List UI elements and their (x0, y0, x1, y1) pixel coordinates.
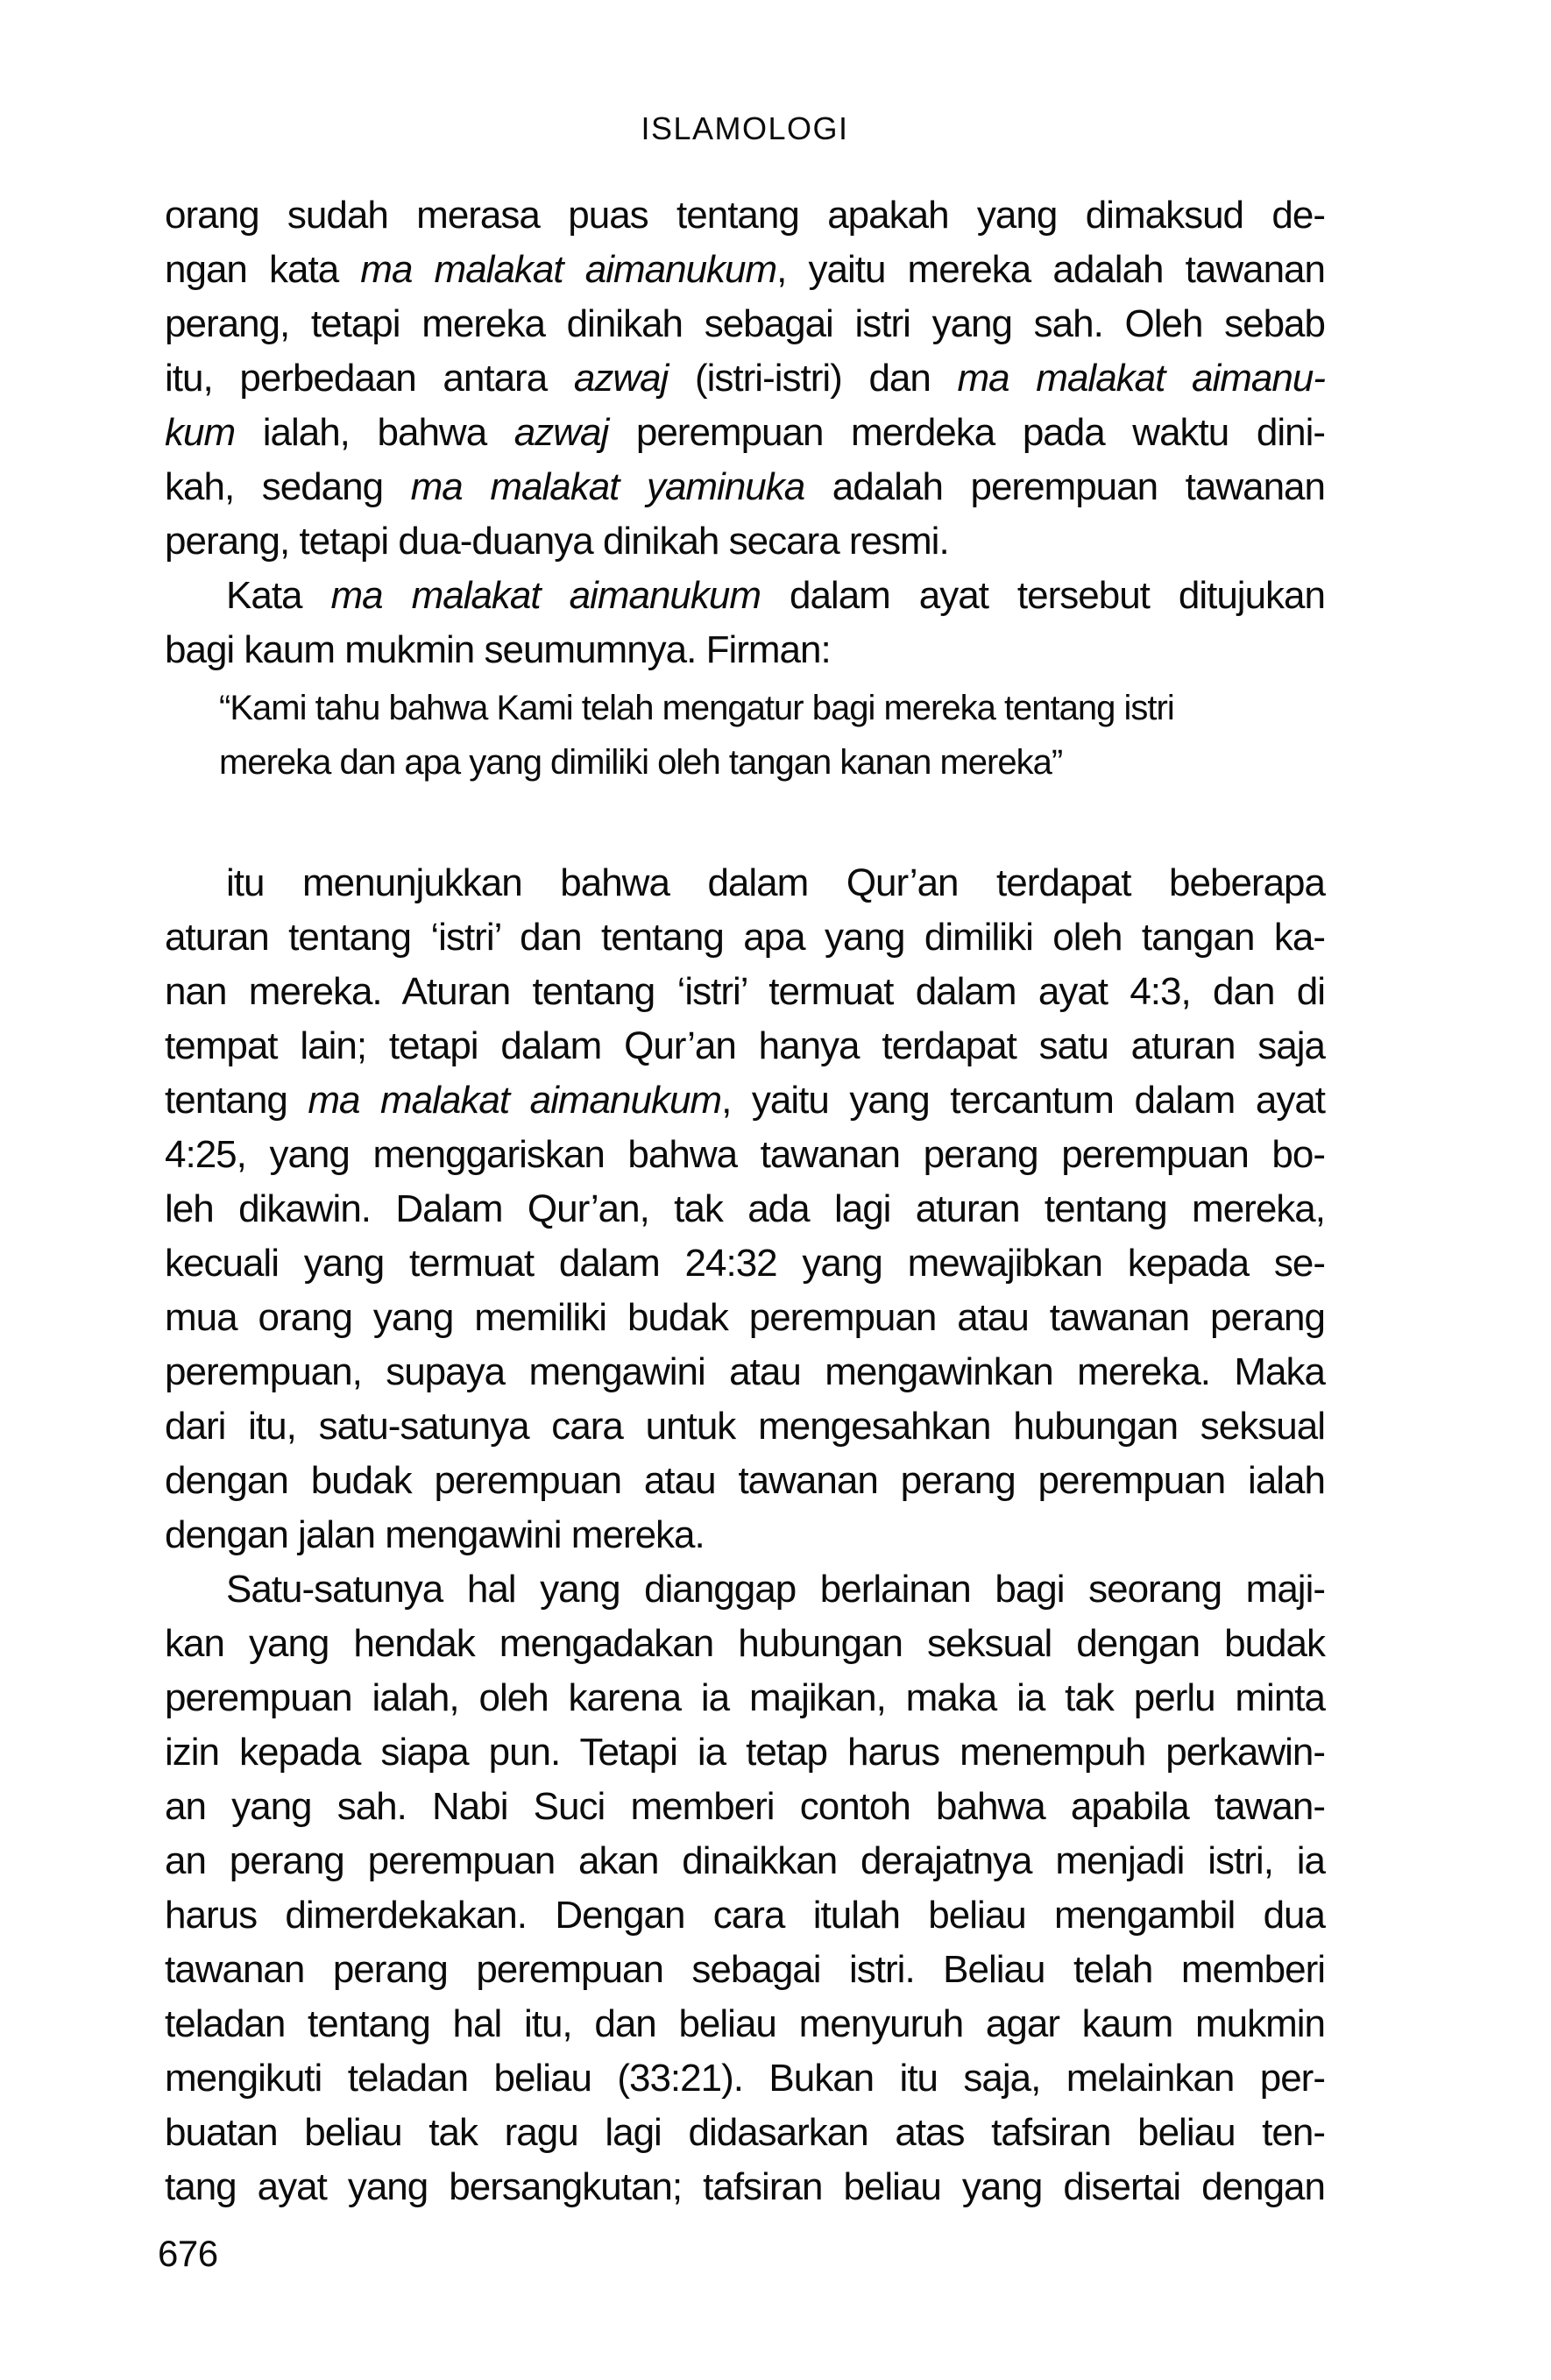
text-line: dengan budak perempuan atau tawanan perang perempuan ialah (165, 1459, 1325, 1502)
paragraph (165, 569, 1325, 677)
text-line: itu, perbedaan antara azwaj (istri-istri) dan ma malakat aimanu- (165, 357, 1325, 400)
text-line: teladan tentang hal itu, dan beliau menyuruh agar kaum mukmin (165, 2002, 1325, 2045)
text-line: an yang sah. Nabi Suci memberi contoh bahwa apabila tawan- (165, 1785, 1325, 1828)
text-line: Satu-satunya hal yang dianggap berlainan bagi seorang maji- (226, 1568, 1325, 1611)
text-line: mereka dan apa yang dimiliki oleh tangan kanan mereka” (219, 743, 1063, 782)
text-line: ngan kata ma malakat aimanukum, yaitu mereka adalah tawanan (165, 248, 1325, 291)
text-line: 4:25, yang menggariskan bahwa tawanan perang perempuan bo- (165, 1133, 1325, 1176)
text-line: perang, tetapi dua-duanya dinikah secara resmi. (165, 520, 949, 563)
text-line: kecuali yang termuat dalam 24:32 yang mewajibkan kepada se- (165, 1242, 1325, 1285)
text-line: izin kepada siapa pun. Tetapi ia tetap harus menempuh perkawin- (165, 1731, 1325, 1774)
text-line: tang ayat yang bersangkutan; tafsiran beliau yang disertai dengan (165, 2165, 1325, 2208)
text-line: perang, tetapi mereka dinikah sebagai istri yang sah. Oleh sebab (165, 302, 1325, 345)
text-line: aturan tentang ‘istri’ dan tentang apa yang dimiliki oleh tangan ka- (165, 916, 1325, 959)
text-line: nan mereka. Aturan tentang ‘istri’ termuat dalam ayat 4:3, dan di (165, 970, 1325, 1013)
text-line: tempat lain; tetapi dalam Qur’an hanya terdapat satu aturan saja (165, 1024, 1325, 1067)
text-line: “Kami tahu bahwa Kami telah mengatur bagi mereka tentang istri (219, 689, 1174, 727)
paragraph (165, 856, 1325, 1562)
text-line: perempuan ialah, oleh karena ia majikan, maka ia tak perlu minta (165, 1676, 1325, 1719)
text-line: harus dimerdekakan. Dengan cara itulah beliau mengambil dua (165, 1894, 1325, 1937)
text-line: tawanan perang perempuan sebagai istri. Beliau telah memberi (165, 1948, 1325, 1991)
text-line: kah, sedang ma malakat yaminuka adalah perempuan tawanan (165, 465, 1325, 508)
text-line: dengan jalan mengawini mereka. (165, 1513, 705, 1556)
running-head: ISLAMOLOGI (641, 110, 849, 146)
text-line: mua orang yang memiliki budak perempuan atau tawanan perang (165, 1296, 1325, 1339)
text-line: Kata ma malakat aimanukum dalam ayat tersebut ditujukan (226, 574, 1325, 617)
text-line: mengikuti teladan beliau (33:21). Bukan itu saja, melainkan per- (165, 2057, 1325, 2100)
text-line: orang sudah merasa puas tentang apakah yang dimaksud de- (165, 194, 1325, 237)
text-line: tentang ma malakat aimanukum, yaitu yang tercantum dalam ayat (165, 1079, 1326, 1122)
text-block (165, 188, 1325, 2214)
text-line: dari itu, satu-satunya cara untuk mengesahkan hubungan seksual (165, 1405, 1325, 1448)
text-line: buatan beliau tak ragu lagi didasarkan atas tafsiran beliau ten- (165, 2111, 1325, 2154)
text-line: an perang perempuan akan dinaikkan derajatnya menjadi istri, ia (165, 1839, 1325, 1882)
text-line: kan yang hendak mengadakan hubungan seksual dengan budak (165, 1622, 1325, 1665)
paragraph (165, 1562, 1325, 2214)
text-line: perempuan, supaya mengawini atau mengawinkan mereka. Maka (165, 1350, 1325, 1393)
text-line: bagi kaum mukmin seumumnya. Firman: (165, 628, 831, 671)
page-number: 676 (158, 2233, 218, 2274)
text-line: leh dikawin. Dalam Qur’an, tak ada lagi aturan tentang mereka, (165, 1187, 1325, 1230)
text-line: itu menunjukkan bahwa dalam Qur’an terdapat beberapa (226, 861, 1325, 904)
quote-block (165, 681, 1325, 790)
paragraph (165, 188, 1325, 569)
text-line: kum ialah, bahwa azwaj perempuan merdeka pada waktu dini- (165, 411, 1325, 454)
